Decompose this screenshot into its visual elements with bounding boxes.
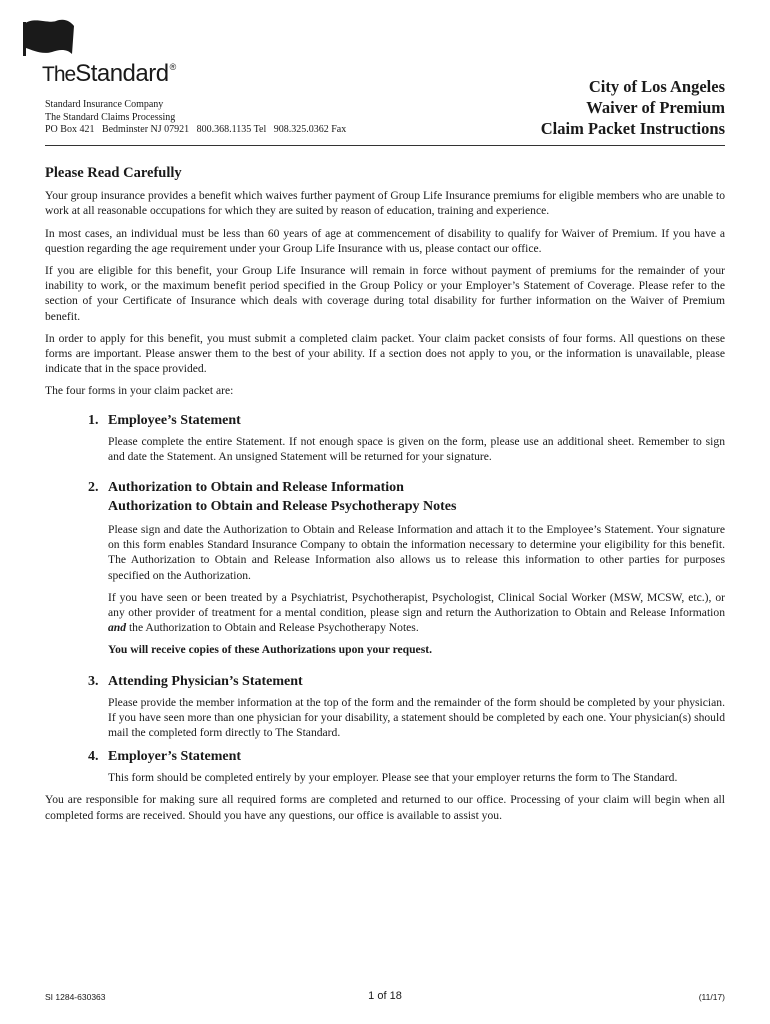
closing-paragraph: You are responsible for making sure all required forms are completed and returned to our office. Processing of your claim will begin when all completed forms are received. Should you have any questions, our office is available to assist you. [45,793,725,822]
form-description: This form should be completed entirely by your employer. Please see that your employer returns the form to The Standard. [108,771,678,785]
section-heading: Please Read Carefully [45,165,182,181]
title-line-3: Claim Packet Instructions [540,119,725,138]
form-description: Please sign and date the Authorization to Obtain and Release Information and attach it to the Employee’s Statement. Your signature on this form enables Standard Insurance Company to obtain the information necessary to determine your eligibility for this benefit. The Authorization to Obtain and Release Information also allows us to release this information to other parties for purposes specified on the Authorization. [108,523,725,582]
form-number: 3. [88,673,99,689]
company-name: Standard Insurance Company [45,99,164,110]
intro-paragraph-2: In most cases, an individual must be less than 60 years of age at commencement of disability to qualify for Waiver of Premium. If you have a question regarding the age requirement under your Group Life Insurance with us, please contact our office. [45,226,725,255]
header-divider [45,145,725,146]
form-item-employee-statement [88,411,725,464]
revision-date: (11/17) [698,992,725,1002]
title-line-1: City of Los Angeles [588,77,725,96]
form-subtitle: Authorization to Obtain and Release Psychotherapy Notes [108,499,457,515]
page-number: 1 of 18 [368,990,402,1002]
form-title: Attending Physician’s Statement [108,673,303,689]
flag-logo-icon [22,18,76,58]
intro-paragraph-1: Your group insurance provides a benefit which waives further payment of Group Life Insurance premiums for eligible members who are unable to work at all reasonable occupations for which they are suited by reason of education, training and experience. [45,189,725,218]
form-note: You will receive copies of these Authorizations upon your request. [108,643,432,657]
company-address-block [45,99,346,137]
form-title: Employer’s Statement [108,749,242,765]
form-description-2: If you have seen or been treated by a Psychiatrist, Psychotherapist, Psychologist, Clinical Social Worker (MSW, MCSW, etc.), or any other provider of treatment for a mental condition, please sign and return the Authorization to Obtain and Release Information and the Authorization to Obtain and Release Psychotherapy Notes. [108,590,725,635]
form-number: 2. [88,480,99,496]
emphasis-and: and [108,621,127,635]
forms-list [45,411,725,786]
title-line-2: Waiver of Premium [586,98,725,117]
form-title: Employee’s Statement [108,412,241,428]
brand-name: Standard [75,60,169,87]
form-number: 4. [88,749,99,765]
intro-paragraph-3: If you are eligible for this benefit, your Group Life Insurance will remain in force without payment of premiums for the remainder of your inability to work, or the maximum benefit period specified in the Group Policy or your Employer’s Statement of Coverage. Please refer to the section of your Certificate of Insurance which deals with coverage during total disability for further information on the Waiver of Premium benefit. [45,264,725,323]
company-division: The Standard Claims Processing [45,111,176,123]
document-title [541,76,725,139]
form-item-employer-statement [88,747,725,785]
form-code: SI 1284-630363 [45,992,106,1002]
brand-the: The [42,63,76,86]
brand-logo [42,60,176,88]
document-body [45,166,725,830]
form-number: 1. [88,412,99,428]
company-contact: PO Box 421 Bedminster NJ 07921 800.368.1135 Tel 908.325.0362 Fax [45,124,347,135]
form-description: Please complete the entire Statement. If not enough space is given on the form, please use an additional sheet. Remember to sign and date the Statement. An unsigned Statement will be returned for your signature. [108,434,725,463]
intro-paragraph-4: In order to apply for this benefit, you must submit a completed claim packet. Your claim packet consists of four forms. All questions on these forms are important. Please answer them to the best of your ability. If a section does not apply to you, or the information is unavailable, please indicate that in the space provided. [45,331,725,376]
form-item-physician-statement [88,672,725,741]
form-item-authorization [88,478,725,658]
form-description: Please provide the member information at the top of the form and the remainder of the form should be completed by your physician. If you have seen more than one physician for your disability, a statement should be completed by each one. Your physician(s) should mail the completed form directly to The Standard. [108,695,725,740]
brand-registered-mark: ® [169,62,176,72]
intro-paragraph-5: The four forms in your claim packet are: [45,384,234,398]
form-title: Authorization to Obtain and Release Information [108,480,404,496]
